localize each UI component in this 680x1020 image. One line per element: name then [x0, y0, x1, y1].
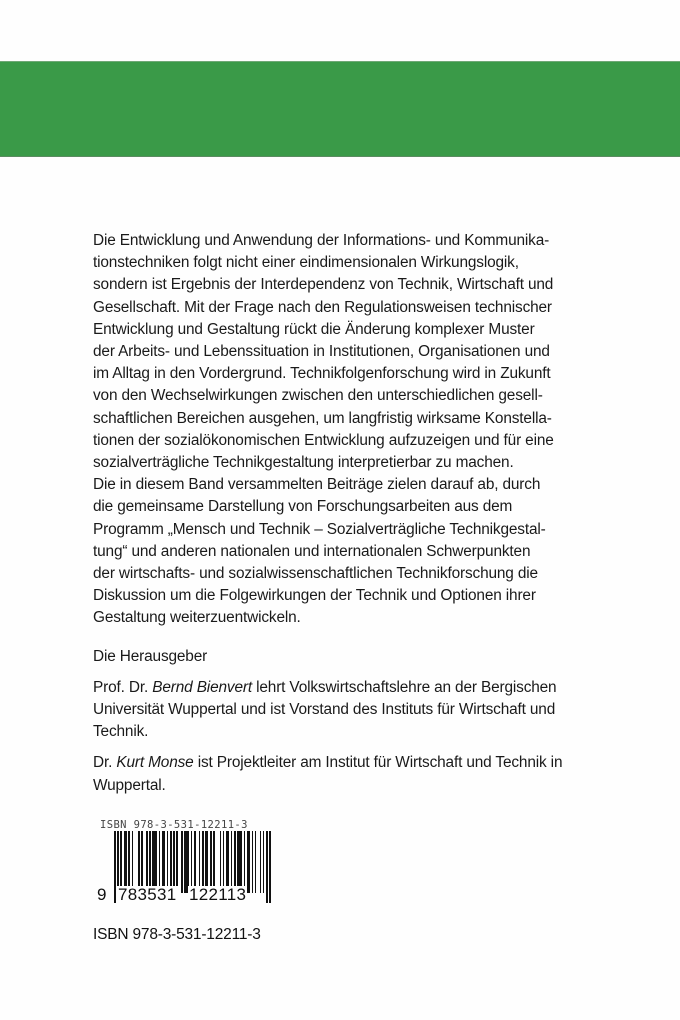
blurb-paragraph-2 — [93, 474, 591, 629]
text-line: Gesellschaft. Mit der Frage nach den Regulationsweisen technischer — [93, 298, 552, 316]
text-line: schaftlichen Bereichen ausgehen, um langfristig wirksame Konstella- — [93, 409, 552, 427]
text-line: die gemeinsame Darstellung von Forschungsarbeiten aus dem — [93, 498, 513, 516]
text-line: Wuppertal. — [93, 776, 166, 794]
cover-color-band — [0, 61, 680, 157]
text-line — [93, 677, 591, 699]
text-line: Diskussion um die Folgewirkungen der Technik und Optionen ihrer — [93, 587, 536, 605]
text-line: im Alltag in den Vordergrund. Technikfolgenforschung wird in Zukunft — [93, 365, 551, 383]
blurb-paragraph-1 — [93, 230, 591, 474]
editor-description: lehrt Volkswirtschaftslehre an der Bergischen — [256, 678, 557, 696]
text-line: Die in diesem Band versammelten Beiträge zielen darauf ab, durch — [93, 476, 541, 494]
text-line: tionstechniken folgt nicht einer eindimensionalen Wirkungslogik, — [93, 254, 519, 272]
text-line: der Arbeits- und Lebenssituation in Institutionen, Organisationen und — [93, 343, 550, 361]
text-line — [93, 752, 591, 774]
text-line: Universität Wuppertal und ist Vorstand des Instituts für Wirtschaft und — [93, 701, 556, 719]
isbn-label-top: ISBN 978-3-531-12211-3 — [100, 819, 248, 831]
text-line: tung“ und anderen nationalen und internationalen Schwerpunkten — [93, 542, 531, 560]
isbn-barcode — [97, 819, 267, 906]
text-line: Entwicklung und Gestaltung rückt die Änderung komplexer Muster — [93, 320, 535, 338]
editor-title: Prof. Dr. — [93, 678, 149, 696]
text-line: sondern ist Ergebnis der Interdependenz von Technik, Wirtschaft und — [93, 276, 554, 294]
editor-name: Bernd Bienvert — [152, 678, 252, 696]
editor-bio-1 — [93, 677, 591, 744]
editor-title: Dr. — [93, 754, 113, 772]
text-line: von den Wechselwirkungen zwischen den unterschiedlichen gesell- — [93, 387, 543, 405]
text-line: Gestaltung weiterzuentwickeln. — [93, 609, 301, 627]
text-line: Programm „Mensch und Technik – Sozialverträgliche Technikgestal- — [93, 520, 546, 538]
editor-description: ist Projektleiter am Institut für Wirtschaft und Technik in — [197, 754, 563, 772]
text-line: sozialverträgliche Technikgestaltung interpretierbar zu machen. — [93, 454, 514, 472]
barcode-digits-left: 783531 — [118, 885, 177, 904]
back-cover-text — [93, 230, 591, 797]
barcode-digits-right: 122113 — [189, 885, 247, 904]
text-line: Technik. — [93, 723, 149, 741]
text-line: tionen der sozialökonomischen Entwicklung aufzuzeigen und für eine — [93, 431, 554, 449]
text-line: der wirtschafts- und sozialwissenschaftlichen Technikforschung die — [93, 565, 538, 583]
editor-bio-2 — [93, 752, 591, 796]
barcode-digits — [97, 886, 267, 906]
isbn-label-bottom: ISBN 978-3-531-12211-3 — [93, 926, 261, 943]
editor-name: Kurt Monse — [116, 754, 194, 772]
barcode-digit-first: 9 — [97, 885, 107, 904]
editors-heading: Die Herausgeber — [93, 647, 208, 665]
text-line: Die Entwicklung und Anwendung der Informations- und Kommunika- — [93, 232, 550, 249]
